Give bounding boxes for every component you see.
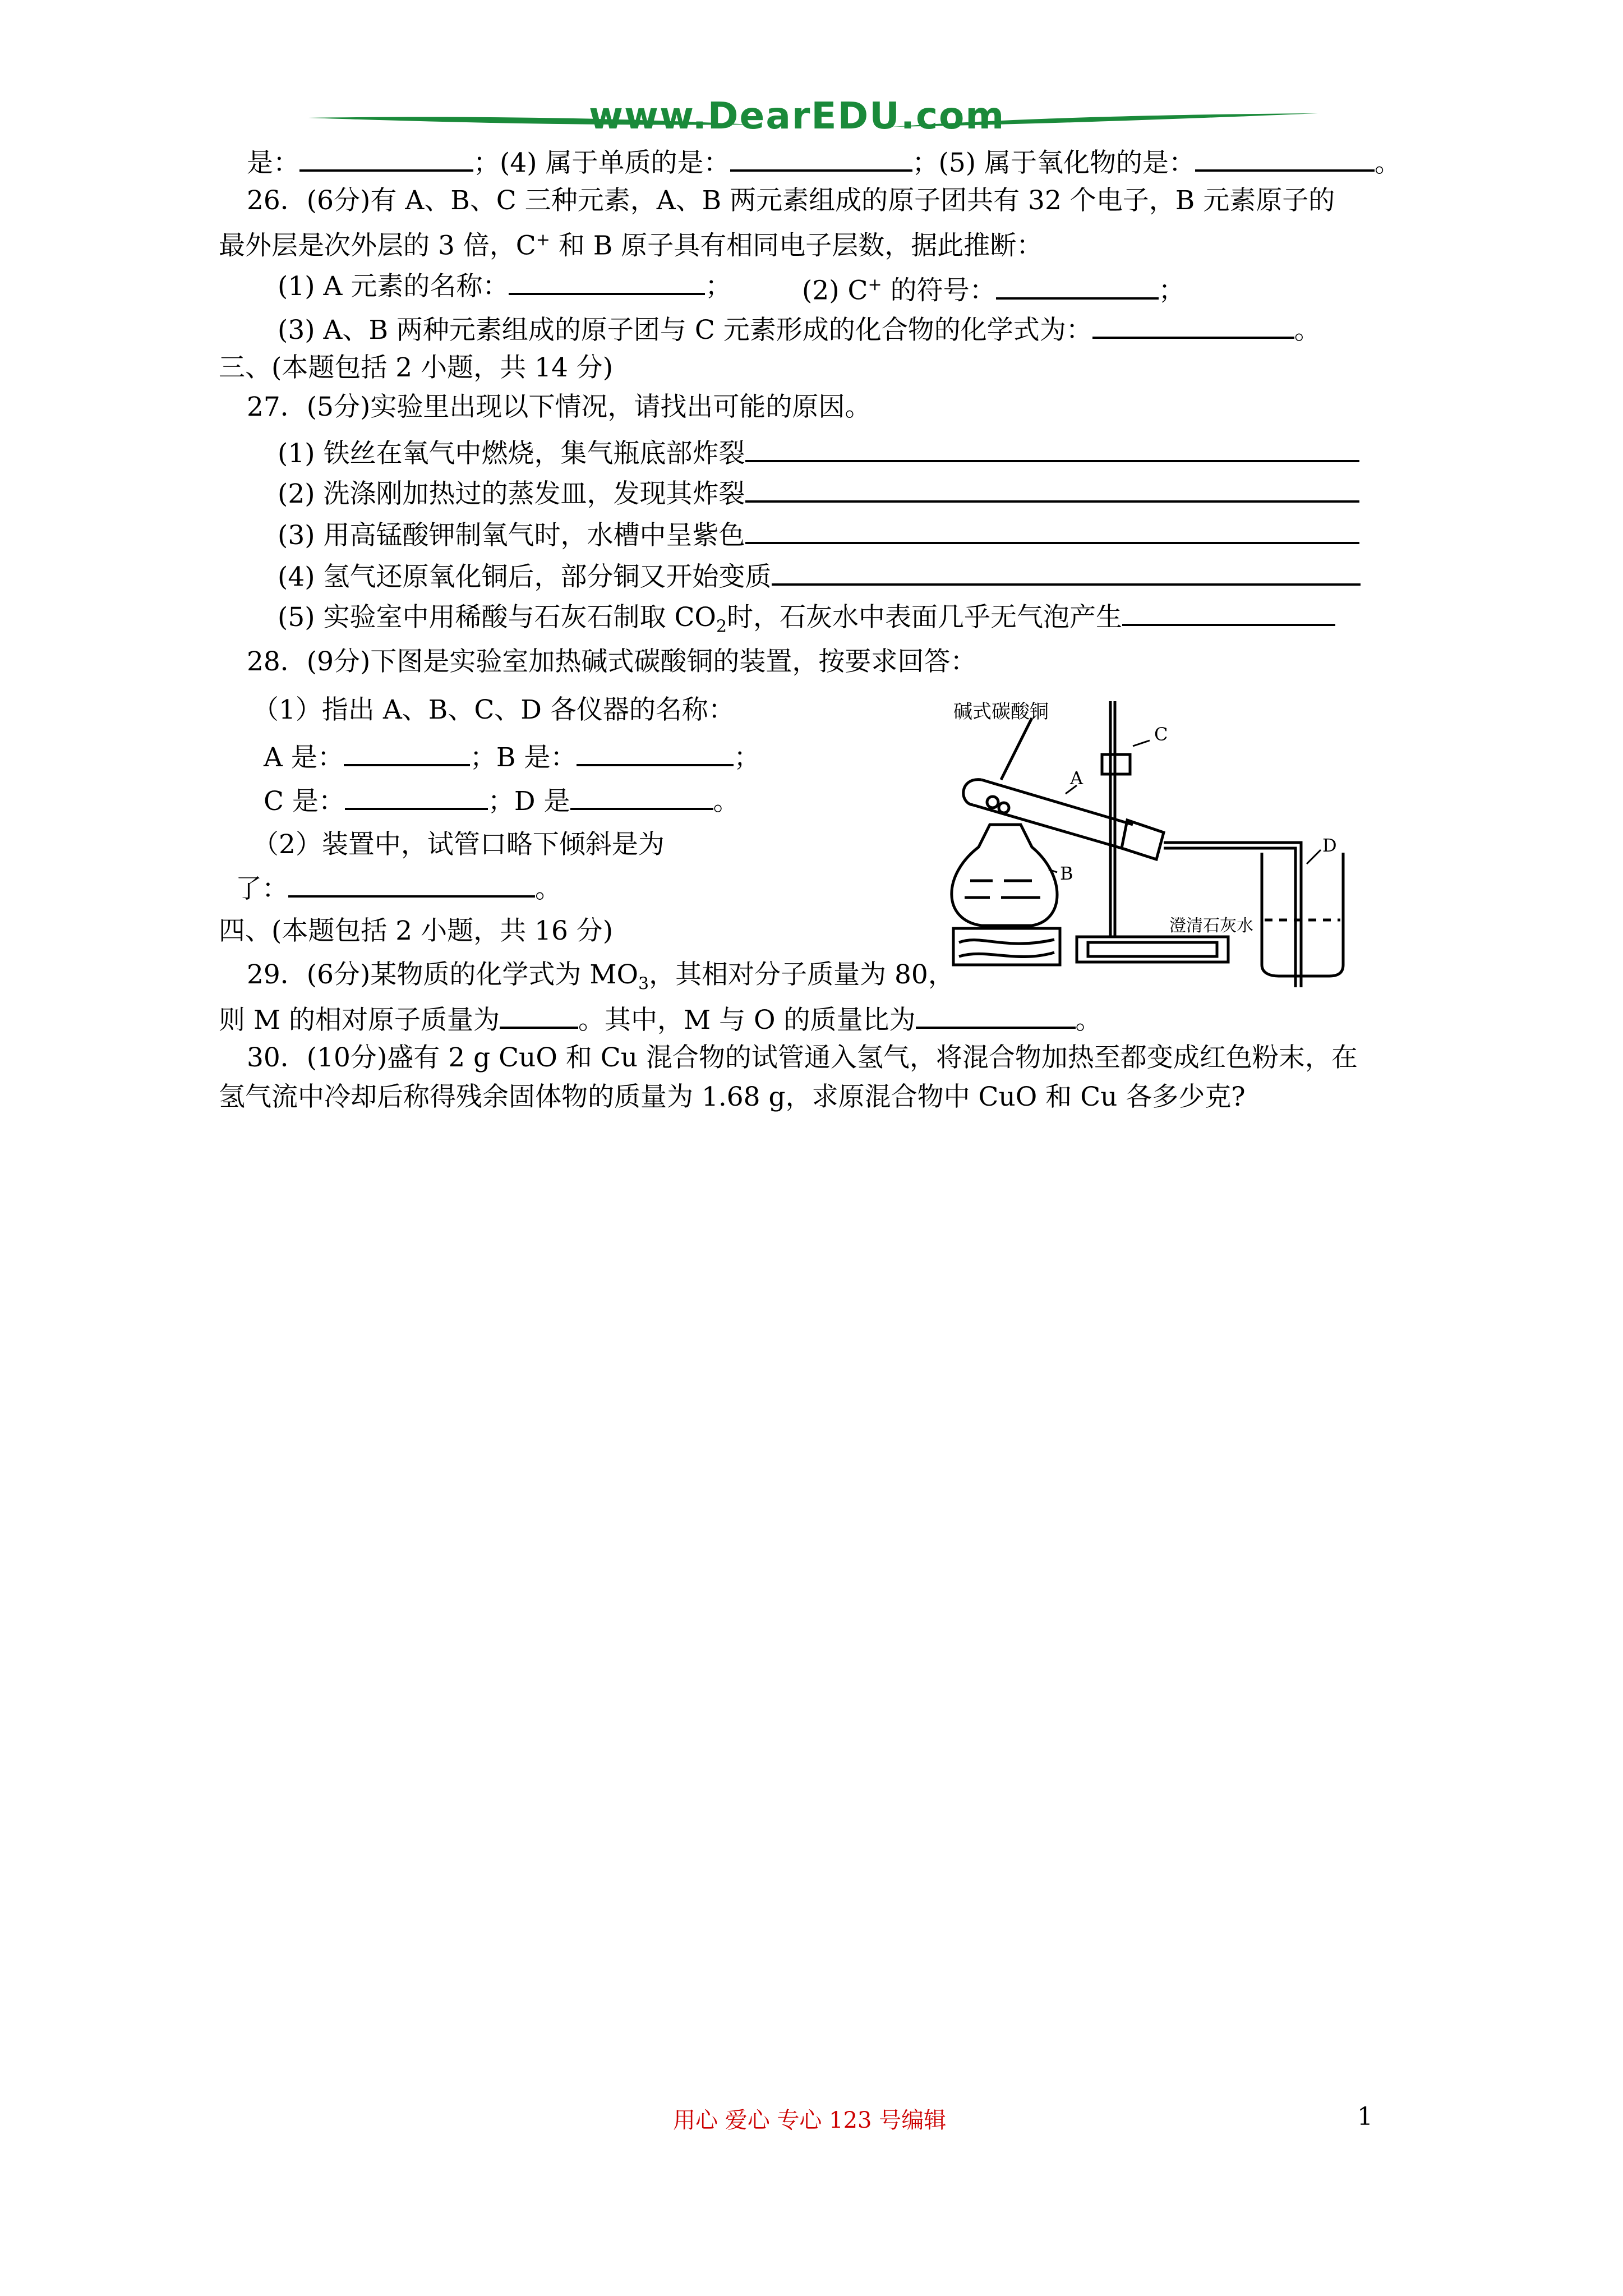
powder-2 xyxy=(999,803,1009,813)
q29-2end: 。 xyxy=(1075,1005,1102,1036)
q27-item-1 xyxy=(278,435,1359,471)
q26-blank-1[interactable] xyxy=(509,268,705,295)
delivery-tube xyxy=(1164,843,1301,987)
q28-3-end: 。 xyxy=(535,873,561,904)
page-number: 1 xyxy=(1357,2102,1373,2131)
q27-stem: 27．(5分)实验里出现以下情况，请找出可能的原因。 xyxy=(247,392,872,422)
q29-1a: 29．(6分)某物质的化学式为 MO xyxy=(247,959,638,990)
label-B: B xyxy=(1060,863,1073,884)
q26-3a: (1) A 元素的名称： xyxy=(278,271,509,302)
q26-2a: 最外层是次外层的 3 倍，C xyxy=(219,230,536,261)
q26-2b: 和 B 原子具有相同电子层数，据此推断： xyxy=(550,230,1043,261)
q28-blank-C[interactable] xyxy=(345,783,488,810)
q28-part-2: （2）装置中，试管口略下倾斜是为 xyxy=(252,829,665,860)
q26-line-1: 26．(6分)有 A、B、C 三种元素，A、B 两元素组成的原子团共有 32 个电子，B 元素原子的 xyxy=(247,185,1335,216)
q29-1sub: 3 xyxy=(638,974,649,994)
q28-blank-B[interactable] xyxy=(577,739,734,766)
powder xyxy=(987,797,998,808)
test-tube-bottom xyxy=(973,805,1127,850)
q27-item-5 xyxy=(278,599,1335,643)
q26-3b: ； xyxy=(705,271,732,302)
lamp-block-wave xyxy=(959,940,1054,957)
footer-text: 用心 爱心 专心 123 号编辑 xyxy=(673,2108,947,2133)
q27-5a: (5) 实验室中用稀酸与石灰石制取 CO xyxy=(278,602,716,633)
q25-blank-3[interactable] xyxy=(299,145,473,172)
label-water: 澄清石灰水 xyxy=(1169,916,1253,936)
q30-line-1: 30．(10分)盛有 2 g CuO 和 Cu 混合物的试管通入氢气，将混合物加热至都变成红色粉末，在 xyxy=(247,1042,1358,1073)
q27-blank-4[interactable] xyxy=(772,559,1361,586)
lamp-block xyxy=(953,928,1060,965)
q28-part-2-cont xyxy=(236,871,561,906)
q28-3-text: 了： xyxy=(236,873,288,904)
q28-blank-D[interactable] xyxy=(570,783,713,810)
q28-part-1: （1）指出 A、B、C、D 各仪器的名称： xyxy=(252,694,735,725)
label-C: C xyxy=(1154,724,1168,745)
q29-2b: 。其中，M 与 O 的质量比为 xyxy=(578,1005,916,1036)
q29-2a: 则 M 的相对原子质量为 xyxy=(219,1005,500,1036)
q26-blank-3[interactable] xyxy=(1092,312,1294,339)
stopper xyxy=(1122,820,1164,859)
q27-blank-5[interactable] xyxy=(1122,599,1335,626)
q28-C: C 是： xyxy=(264,786,345,817)
stand-base-inner xyxy=(1088,942,1217,956)
q26-line-4 xyxy=(278,312,1321,347)
label-A: A xyxy=(1070,767,1083,789)
q25-blank-4[interactable] xyxy=(730,145,912,172)
test-tube-end xyxy=(963,780,981,805)
q27-item-3 xyxy=(278,517,1359,553)
q25-blank-5[interactable] xyxy=(1195,145,1375,172)
q28-B: ；B 是： xyxy=(469,742,577,773)
q29-line-2 xyxy=(219,1002,1102,1037)
section-4-heading: 四、(本题包括 2 小题，共 16 分) xyxy=(219,915,614,946)
q26-blank-2[interactable] xyxy=(996,273,1159,300)
q26-line-3 xyxy=(278,268,731,303)
q27-1-text: (1) 铁丝在氧气中燃烧，集气瓶底部炸裂 xyxy=(278,438,745,469)
q25-line xyxy=(247,145,1401,180)
section-3-heading: 三、(本题包括 2 小题，共 14 分) xyxy=(219,352,614,383)
apparatus-figure xyxy=(948,696,1374,987)
q28-A: A 是： xyxy=(264,742,344,773)
stand-base xyxy=(1077,937,1228,962)
q28-CD xyxy=(264,783,740,818)
q26-3d: 的符号： xyxy=(882,275,996,306)
q28-AB xyxy=(264,739,760,775)
q28-stem: 28．(9分)下图是实验室加热碱式碳酸铜的装置，按要求回答： xyxy=(247,646,977,677)
q25-text-c: ；(5) 属于氧化物的是： xyxy=(912,148,1196,178)
q28-blank-2[interactable] xyxy=(288,871,535,898)
q29-1b: ，其相对分子质量为 80， xyxy=(649,959,955,990)
q27-blank-3[interactable] xyxy=(745,517,1359,544)
q27-5b: 时，石灰水中表面几乎无气泡产生 xyxy=(727,602,1123,633)
q27-blank-2[interactable] xyxy=(745,476,1359,503)
leader-D xyxy=(1307,850,1321,864)
leader-C xyxy=(1133,740,1150,746)
alcohol-lamp xyxy=(952,825,1057,926)
q26-4-end: 。 xyxy=(1294,315,1321,346)
q27-item-4 xyxy=(278,559,1361,594)
q26-3e: ； xyxy=(1158,275,1185,306)
q25-end: 。 xyxy=(1375,148,1401,178)
q29-line-1 xyxy=(247,958,955,1001)
logo-text: www.DearEDU.com xyxy=(589,94,1006,137)
q27-item-2 xyxy=(278,476,1359,511)
q25-text-b: ；(4) 属于单质的是： xyxy=(473,148,730,178)
q26-3c: (2) C xyxy=(802,275,868,306)
label-D: D xyxy=(1322,835,1337,856)
label-top: 碱式碳酸铜 xyxy=(953,701,1049,723)
leader-top xyxy=(1001,718,1032,780)
q28-blank-A[interactable] xyxy=(344,739,470,766)
q27-4-text: (4) 氢气还原氧化铜后，部分铜又开始变质 xyxy=(278,562,772,592)
q26-line-2 xyxy=(219,223,1043,263)
q29-blank-2[interactable] xyxy=(916,1002,1076,1029)
q27-blank-1[interactable] xyxy=(745,435,1359,462)
q27-3-text: (3) 用高锰酸钾制氧气时，水槽中呈紫色 xyxy=(278,520,745,551)
q25-text-a: 是： xyxy=(247,148,299,178)
q26-3sup: + xyxy=(868,275,882,295)
q28-Bend: ； xyxy=(734,742,760,773)
q26-4-text: (3) A、B 两种元素组成的原子团与 C 元素形成的化合物的化学式为： xyxy=(278,315,1092,346)
q27-5sub: 2 xyxy=(716,616,727,637)
q26-2sup: + xyxy=(536,230,550,250)
q30-line-2: 氢气流中冷却后称得残余固体物的质量为 1.68 g，求原混合物中 CuO 和 Cu 各多少克? xyxy=(219,1082,1246,1112)
q26-line-3-right xyxy=(802,268,1185,308)
q28-D: ；D 是 xyxy=(487,786,570,817)
q28-Dend: 。 xyxy=(713,786,740,817)
q29-blank-1[interactable] xyxy=(500,1002,578,1029)
q27-2-text: (2) 洗涤刚加热过的蒸发皿，发现其炸裂 xyxy=(278,478,745,509)
